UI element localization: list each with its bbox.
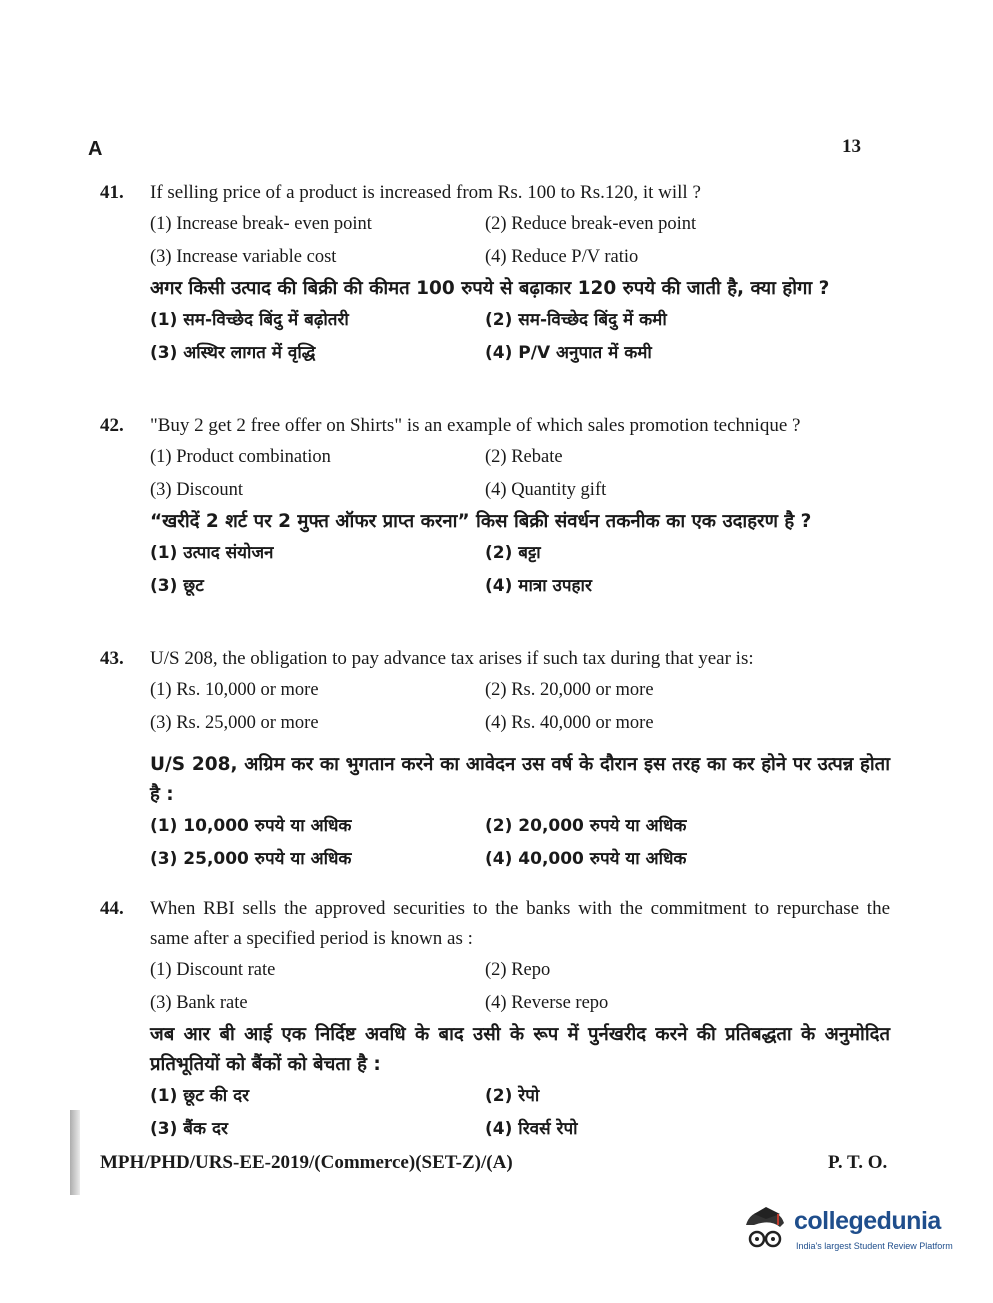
- options-hi: [150, 304, 890, 370]
- pto-label: P. T. O.: [828, 1152, 888, 1173]
- question-text-en: When RBI sells the approved securities to the banks with the commitment to repurchase the same after a specified period is known as :: [150, 898, 890, 949]
- options-en: [150, 674, 890, 740]
- question-41: [100, 178, 890, 370]
- question-42: [100, 411, 890, 603]
- option-4: (4) Quantity gift: [485, 480, 607, 500]
- watermark-logo: [740, 1205, 970, 1265]
- option-3-hi: (3) 25,000 रुपये या अधिक: [150, 849, 352, 869]
- options-en: [150, 208, 890, 274]
- option-1-hi: (1) 10,000 रुपये या अधिक: [150, 816, 352, 836]
- brand-name: collegedunia: [794, 1207, 941, 1235]
- option-4: (4) Rs. 40,000 or more: [485, 713, 654, 733]
- question-text-hi: U/S 208, अग्रिम कर का भुगतान करने का आवेदन उस वर्ष के दौरान इस तरह का कर होने पर उत्पन्न होता है :: [150, 754, 890, 805]
- scan-edge-shadow: [70, 1110, 80, 1195]
- question-number: 41.: [100, 182, 124, 203]
- option-1-hi: (1) छूट की दर: [150, 1086, 250, 1106]
- options-hi: [150, 537, 890, 603]
- option-2: (2) Repo: [485, 960, 551, 980]
- option-3-hi: (3) छूट: [150, 576, 204, 596]
- option-2-hi: (2) 20,000 रुपये या अधिक: [485, 816, 687, 836]
- option-4-hi: (4) P/V अनुपात में कमी: [485, 343, 652, 363]
- options-en: [150, 954, 890, 1020]
- option-2: (2) Rebate: [485, 447, 563, 467]
- option-2: (2) Rs. 20,000 or more: [485, 680, 654, 700]
- student-mascot-icon: [740, 1205, 790, 1260]
- question-number: 44.: [100, 898, 124, 919]
- option-2: (2) Reduce break-even point: [485, 214, 697, 234]
- option-4: (4) Reverse repo: [485, 993, 609, 1013]
- option-4: (4) Reduce P/V ratio: [485, 247, 639, 267]
- option-3-hi: (3) बैंक दर: [150, 1119, 228, 1139]
- paper-code: MPH/PHD/URS-EE-2019/(Commerce)(SET-Z)/(A): [100, 1152, 513, 1173]
- option-3: (3) Discount: [150, 480, 243, 500]
- question-text-en: "Buy 2 get 2 free offer on Shirts" is an example of which sales promotion technique ?: [150, 415, 801, 436]
- options-en: [150, 441, 890, 507]
- question-text-en: If selling price of a product is increased from Rs. 100 to Rs.120, it will ?: [150, 182, 701, 203]
- option-3: (3) Rs. 25,000 or more: [150, 713, 319, 733]
- option-1: (1) Discount rate: [150, 960, 276, 980]
- option-1: (1) Product combination: [150, 447, 331, 467]
- option-1: (1) Rs. 10,000 or more: [150, 680, 319, 700]
- brand-tagline: India's largest Student Review Platform: [796, 1241, 953, 1251]
- option-2-hi: (2) सम-विच्छेद बिंदु में कमी: [485, 310, 667, 330]
- option-4-hi: (4) 40,000 रुपये या अधिक: [485, 849, 687, 869]
- question-text-hi: जब आर बी आई एक निर्दिष्ट अवधि के बाद उसी के रूप में पुर्नखरीद करने की प्रतिबद्धता के अनुमोदित प्रतिभूतियों को बैंकों को बेचता है :: [150, 1024, 890, 1075]
- option-1-hi: (1) सम-विच्छेद बिंदु में बढ़ोतरी: [150, 310, 349, 330]
- question-43: [100, 644, 890, 876]
- series-label: A: [88, 138, 103, 160]
- question-44: [100, 894, 890, 1146]
- option-3-hi: (3) अस्थिर लागत में वृद्धि: [150, 343, 316, 363]
- option-4-hi: (4) रिवर्स रेपो: [485, 1119, 578, 1139]
- question-text-en: U/S 208, the obligation to pay advance tax arises if such tax during that year is:: [150, 648, 754, 669]
- option-1-hi: (1) उत्पाद संयोजन: [150, 543, 274, 563]
- options-hi: [150, 1080, 890, 1146]
- page-number: 13: [842, 136, 861, 157]
- question-number: 42.: [100, 415, 124, 436]
- option-2-hi: (2) रेपो: [485, 1086, 540, 1106]
- options-hi: [150, 810, 890, 876]
- question-text-hi: “खरीदें 2 शर्ट पर 2 मुफ्त ऑफर प्राप्त करना” किस बिक्री संवर्धन तकनीक का एक उदाहरण है ?: [150, 511, 812, 532]
- question-number: 43.: [100, 648, 124, 669]
- option-4-hi: (4) मात्रा उपहार: [485, 576, 592, 596]
- option-1: (1) Increase break- even point: [150, 214, 372, 234]
- question-text-hi: अगर किसी उत्पाद की बिक्री की कीमत 100 रुपये से बढ़ाकार 120 रुपये की जाती है, क्या होगा ?: [150, 278, 830, 299]
- option-2-hi: (2) बट्टा: [485, 543, 541, 563]
- option-3: (3) Increase variable cost: [150, 247, 337, 267]
- option-3: (3) Bank rate: [150, 993, 248, 1013]
